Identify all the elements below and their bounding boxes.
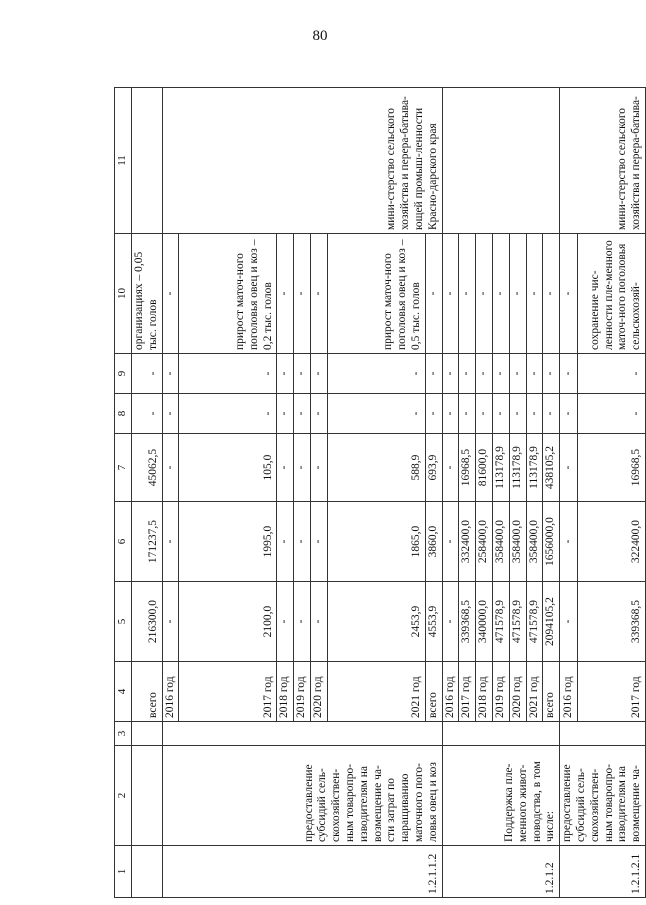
item-description: Поддержка пле-менного живот-новодства, в том числе: [442,746,560,846]
table-row [162,88,179,898]
value-cell: - [492,394,509,434]
value-cell: - [162,582,179,662]
value-cell: - [310,354,327,394]
year-cell: 2020 год [509,662,526,722]
value-cell: - [310,434,327,502]
value-cell: - [578,394,646,434]
year-cell: всего [132,662,163,722]
year-cell: 2017 год [578,662,646,722]
value-cell: 216300,0 [132,582,163,662]
value-cell: - [442,434,459,502]
result-cell: - [425,234,442,354]
value-cell: 358400,0 [509,502,526,582]
header-cell: 5 [115,582,132,662]
value-cell: - [509,394,526,434]
value-cell: - [327,354,425,394]
result-cell: - [294,234,311,354]
responsible-org: мини-стерство сельского хозяйства и перера-батыва- [560,88,646,234]
value-cell: 340000,0 [476,582,493,662]
value-cell: - [294,394,311,434]
header-row [115,88,132,898]
value-cell: - [425,354,442,394]
value-cell: - [162,394,179,434]
value-cell: 258400,0 [476,502,493,582]
result-cell: - [310,234,327,354]
value-cell: 471578,9 [509,582,526,662]
value-cell: - [492,354,509,394]
value-cell: - [310,582,327,662]
value-cell: - [277,354,294,394]
value-cell: 358400,0 [526,502,543,582]
value-cell: - [277,502,294,582]
result-cell: прирост маточ-ного поголовья овец и коз – 0,2 тыс. голов [179,234,277,354]
result-cell: - [277,234,294,354]
value-cell: - [179,394,277,434]
value-cell: 358400,0 [492,502,509,582]
value-cell: - [526,354,543,394]
value-cell: 438105,2 [543,434,560,502]
year-cell: 2019 год [294,662,311,722]
value-cell: - [476,354,493,394]
header-cell: 9 [115,354,132,394]
value-cell: - [277,394,294,434]
value-cell: 4553,9 [425,582,442,662]
value-cell: - [459,394,476,434]
header-cell: 3 [115,722,132,746]
value-cell: - [442,394,459,434]
value-cell: - [162,354,179,394]
value-cell: - [526,394,543,434]
budget-table [114,87,646,898]
value-cell: 1656000,0 [543,502,560,582]
result-cell: организациях – 0,05 тыс. голов [132,234,163,354]
year-cell: 2018 год [277,662,294,722]
header-cell: 10 [115,234,132,354]
result-cell: - [442,234,459,354]
value-cell: - [476,394,493,434]
value-cell: - [543,354,560,394]
year-cell: всего [425,662,442,722]
value-cell: 16968,5 [578,434,646,502]
value-cell: - [560,434,578,502]
value-cell: - [560,582,578,662]
result-cell: - [509,234,526,354]
result-cell: - [560,234,578,354]
value-cell: 171237,5 [132,502,163,582]
year-cell: 2019 год [492,662,509,722]
value-cell: 2094105,2 [543,582,560,662]
year-cell: всего [543,662,560,722]
result-cell: - [526,234,543,354]
value-cell: - [162,502,179,582]
value-cell: 339368,5 [578,582,646,662]
value-cell: 113178,9 [509,434,526,502]
value-cell: - [162,434,179,502]
value-cell: 105,0 [179,434,277,502]
result-cell: - [543,234,560,354]
result-cell: - [476,234,493,354]
year-cell: 2016 год [442,662,459,722]
year-cell: 2018 год [476,662,493,722]
result-cell: сохранение чис-ленности пле-менного маточ-ного поголовья сельскохозяй- [578,234,646,354]
value-cell: - [310,502,327,582]
value-cell: - [294,354,311,394]
value-cell: 322400,0 [578,502,646,582]
value-cell: 81600,0 [476,434,493,502]
value-cell: 2100,0 [179,582,277,662]
result-cell: - [459,234,476,354]
item-description: предоставление субсидий сель-скохозяйствен-ным товаропро-изводителям на возмещение ча-сти затрат по наращиванию маточного пого-ловья овец и коз [162,746,442,846]
responsible-org: мини-стерство сельского хозяйства и перера-батыва-ющей промыш-ленности Красно-дарского края [162,88,442,234]
result-cell: - [162,234,179,354]
value-cell: 332400,0 [459,502,476,582]
table-row [442,88,459,898]
item-description: предоставление субсидий сель-скохозяйствен-ным товаропро-изводителям на возмещение ча- [560,746,646,846]
value-cell: - [560,354,578,394]
value-cell: 1995,0 [179,502,277,582]
header-cell: 1 [115,846,132,898]
header-cell: 8 [115,394,132,434]
value-cell: 471578,9 [492,582,509,662]
value-cell: 588,9 [327,434,425,502]
value-cell: - [509,354,526,394]
value-cell: - [277,582,294,662]
value-cell: - [543,394,560,434]
header-cell: 6 [115,502,132,582]
result-cell: прирост маточ-ного поголовья овец и коз – 0,5 тыс. голов [327,234,425,354]
year-cell: 2020 год [310,662,327,722]
year-cell: 2021 год [327,662,425,722]
value-cell: 16968,5 [459,434,476,502]
item-code: 1.2.1.2 [442,846,560,898]
value-cell: - [442,354,459,394]
value-cell: 693,9 [425,434,442,502]
value-cell: - [578,354,646,394]
value-cell: - [425,394,442,434]
value-cell: - [310,394,327,434]
value-cell: 3860,0 [425,502,442,582]
item-code: 1.2.1.2.1 [560,846,646,898]
year-cell: 2021 год [526,662,543,722]
value-cell: 339368,5 [459,582,476,662]
value-cell: - [560,502,578,582]
value-cell: 45062,5 [132,434,163,502]
value-cell: - [294,582,311,662]
value-cell: 113178,9 [526,434,543,502]
value-cell: 471578,9 [526,582,543,662]
value-cell: - [132,354,163,394]
header-cell: 7 [115,434,132,502]
year-cell: 2017 год [459,662,476,722]
header-cell: 4 [115,662,132,722]
value-cell: - [294,434,311,502]
value-cell: 1865,0 [327,502,425,582]
header-cell: 11 [115,88,132,234]
value-cell: - [442,502,459,582]
rotated-table-area [114,88,643,898]
header-cell: 2 [115,746,132,846]
value-cell: - [459,354,476,394]
result-cell: - [492,234,509,354]
year-cell: 2016 год [560,662,578,722]
value-cell: - [277,434,294,502]
value-cell: - [327,394,425,434]
value-cell: 113178,9 [492,434,509,502]
item-code: 1.2.1.1.2 [162,846,442,898]
year-cell: 2017 год [179,662,277,722]
value-cell: 2453,9 [327,582,425,662]
value-cell: - [179,354,277,394]
page-number: 80 [312,28,328,44]
value-cell: - [294,502,311,582]
table-row [132,88,163,898]
table-row [560,88,578,898]
value-cell: - [442,582,459,662]
value-cell: - [132,394,163,434]
value-cell: - [560,394,578,434]
year-cell: 2016 год [162,662,179,722]
